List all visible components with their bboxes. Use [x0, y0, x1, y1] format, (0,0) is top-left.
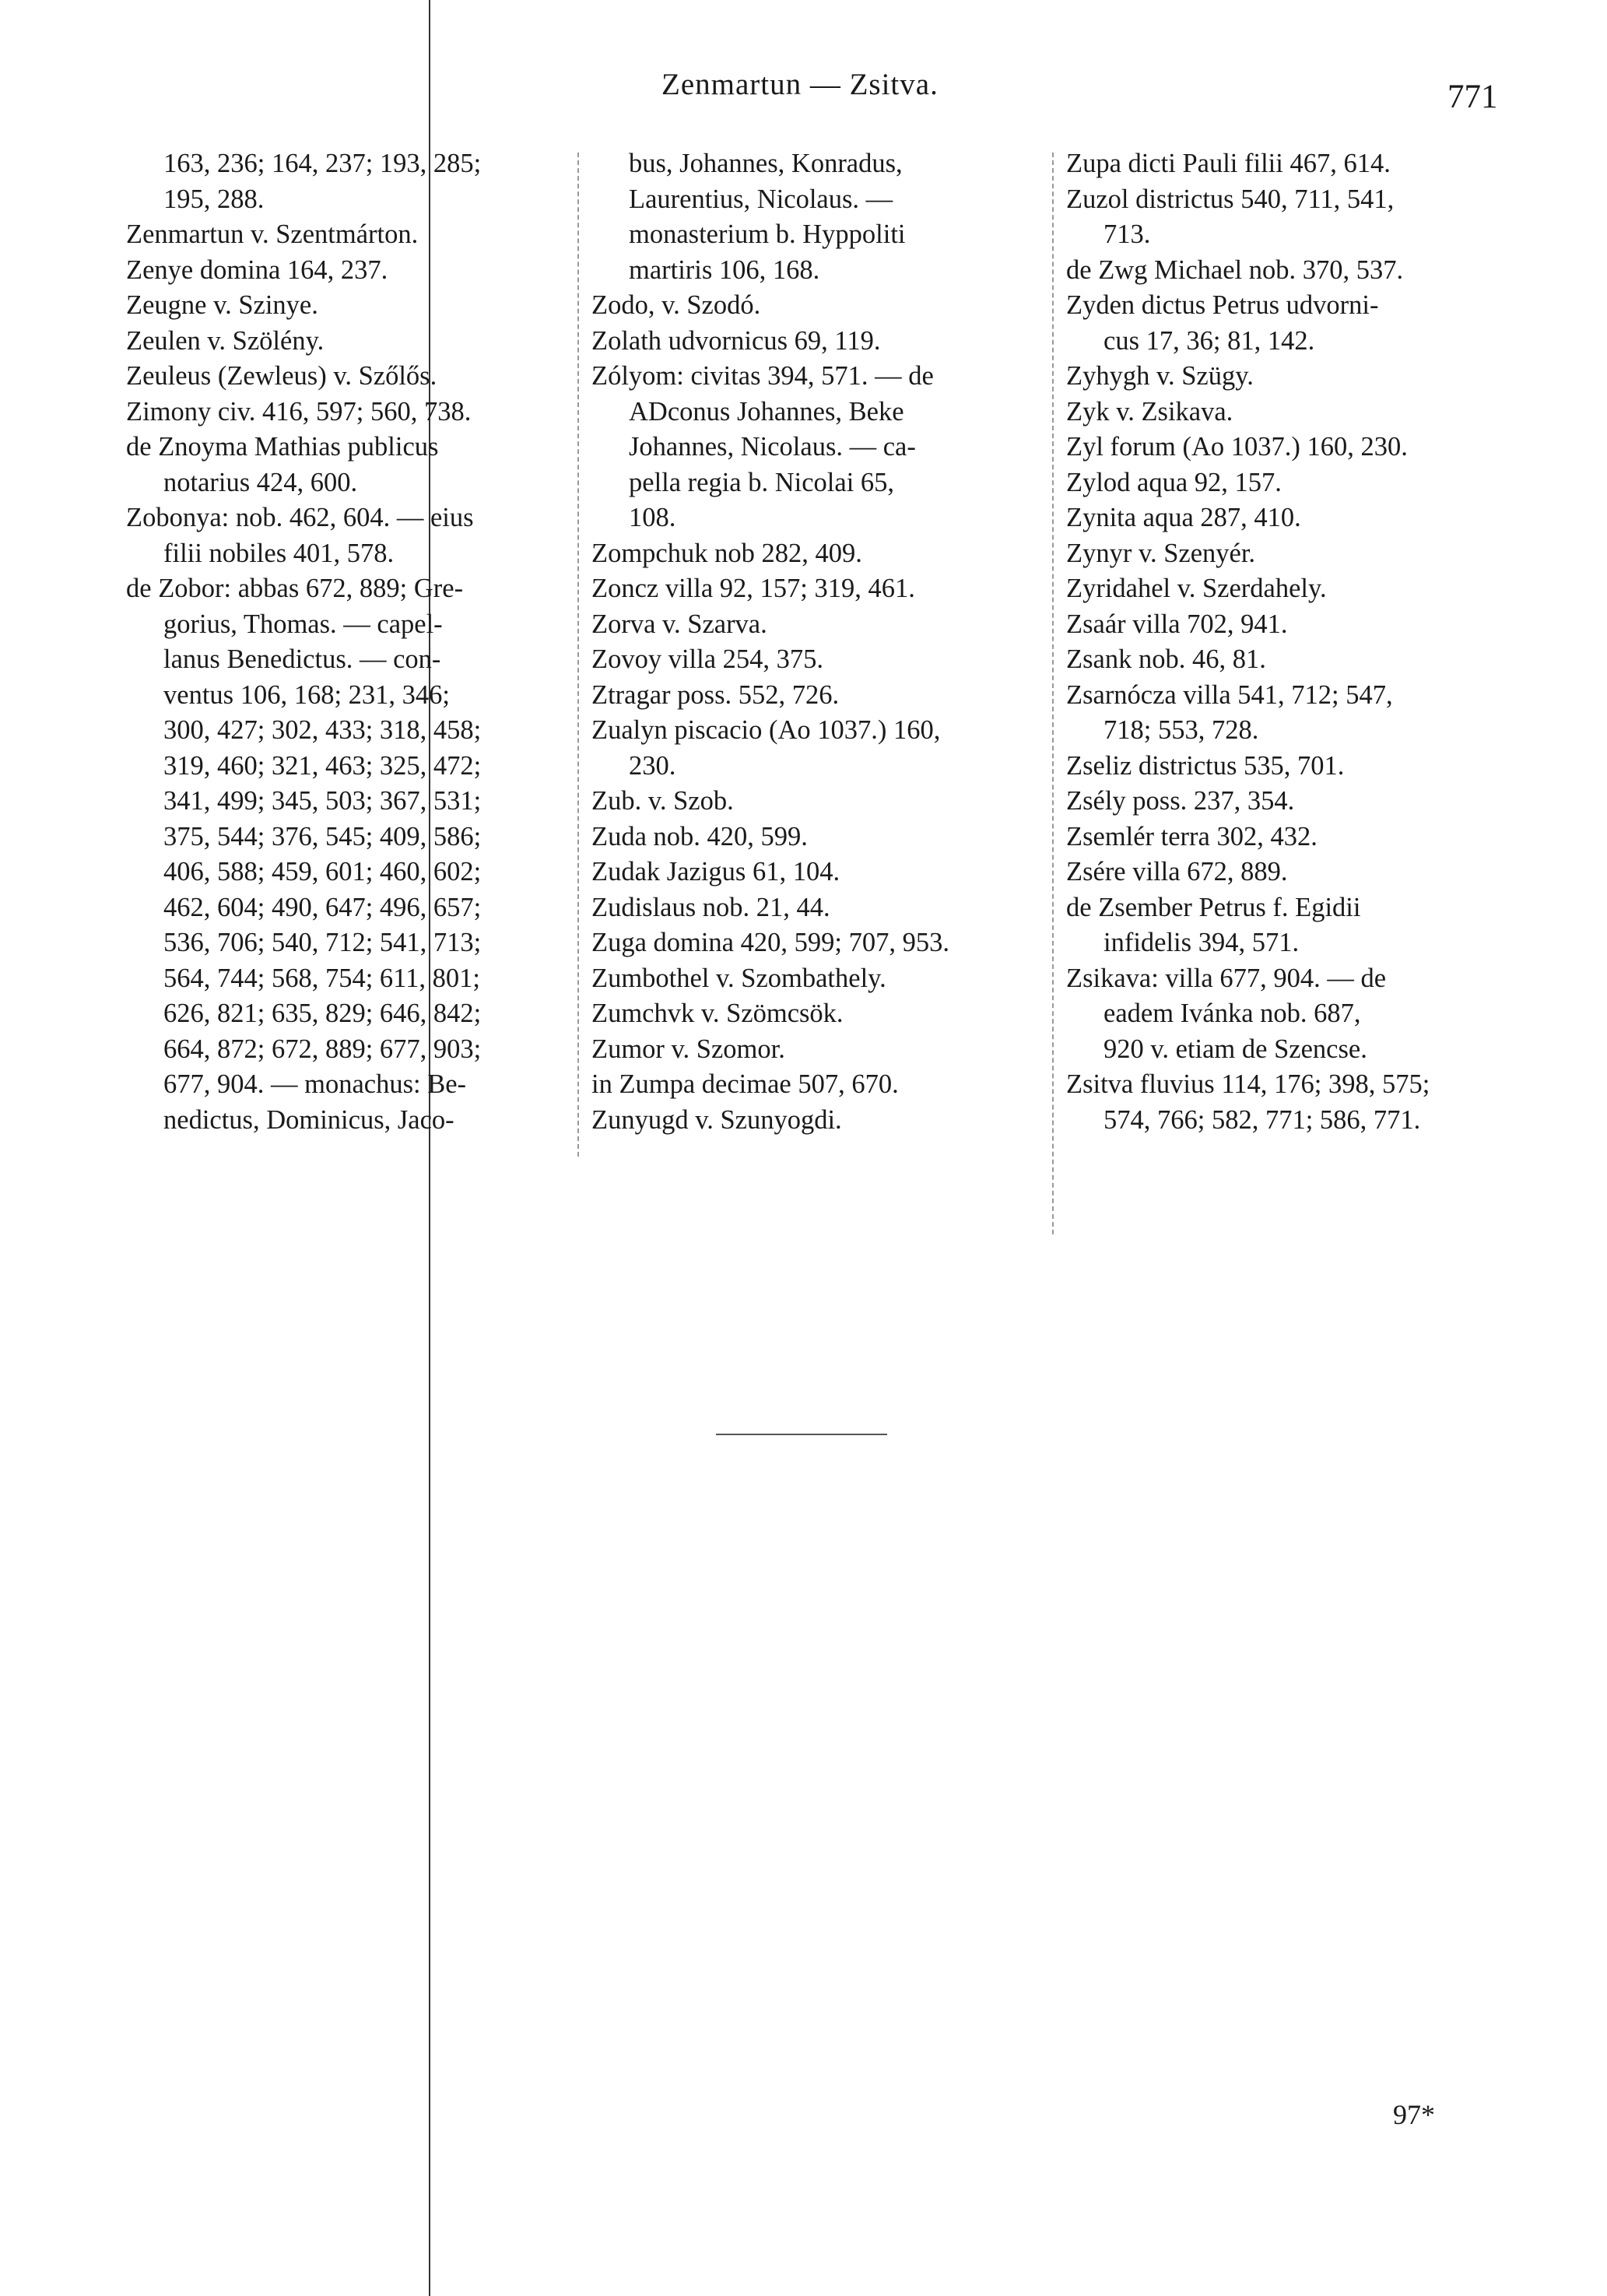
index-entry-continuation: 626, 821; 635, 829; 646, 842; [163, 999, 482, 1028]
index-entry-continuation: 536, 706; 540, 712; 541, 713; [163, 928, 482, 957]
index-entry-continuation: filii nobiles 401, 578. [163, 538, 395, 568]
index-entry-continuation: 406, 588; 459, 601; 460, 602; [163, 857, 482, 886]
index-entry: Zyl forum (Ao 1037.) 160, 230. [1066, 432, 1408, 462]
index-entry: de Zwg Michael nob. 370, 537. [1066, 255, 1404, 285]
index-entry: Zumbothel v. Szombathely. [591, 963, 886, 993]
index-entry: Zuga domina 420, 599; 707, 953. [591, 928, 949, 957]
index-entry-continuation: Laurentius, Nicolaus. — [629, 184, 893, 214]
index-entry: Zoncz villa 92, 157; 319, 461. [591, 574, 915, 603]
index-entry: Zobonya: nob. 462, 604. — eius [126, 503, 474, 532]
index-entry-continuation: 319, 460; 321, 463; 325, 472; [163, 750, 482, 781]
index-entry: de Zobor: abbas 672, 889; Gre- [126, 574, 464, 603]
index-column-2 [591, 146, 1035, 1138]
index-entry: Zovoy villa 254, 375. [591, 644, 824, 674]
index-entry-continuation: 108. [629, 503, 676, 532]
index-entry-continuation: 713. [1103, 219, 1151, 249]
index-entry-continuation: 574, 766; 582, 771; 586, 771. [1103, 1104, 1421, 1135]
signature-mark: 97* [1393, 2099, 1435, 2130]
index-entry: Zualyn piscacio (Ao 1037.) 160, [591, 715, 941, 745]
index-entry: Zynita aqua 287, 410. [1066, 503, 1301, 532]
index-entry: Zuda nob. 420, 599. [591, 821, 808, 851]
column-separator [1052, 153, 1054, 1234]
index-entry-continuation: 462, 604; 490, 647; 496, 657; [163, 892, 482, 922]
index-entry: de Znoyma Mathias publicus [126, 432, 439, 462]
index-entry-continuation: cus 17, 36; 81, 142. [1103, 325, 1315, 356]
index-entry: Zyden dictus Petrus udvorni- [1066, 290, 1379, 320]
index-entry-continuation: 230. [629, 750, 676, 781]
index-entry: Zenye domina 164, 237. [126, 255, 388, 285]
index-entry-continuation: 195, 288. [163, 184, 265, 214]
index-entry-continuation: 300, 427; 302, 433; 318, 458; [163, 715, 482, 745]
index-entry: Zorva v. Szarva. [591, 609, 767, 639]
index-entry: Zsikava: villa 677, 904. — de [1066, 963, 1387, 993]
index-entry-continuation: 163, 236; 164, 237; 193, 285; [163, 149, 482, 178]
index-entry-continuation: 664, 872; 672, 889; 677, 903; [163, 1034, 482, 1064]
index-entry: Zsaár villa 702, 941. [1066, 609, 1288, 639]
index-entry: de Zsember Petrus f. Egidii [1066, 892, 1361, 922]
index-entry: Zeuleus (Zewleus) v. Szőlős. [126, 361, 437, 391]
index-entry: Zimony civ. 416, 597; 560, 738. [126, 396, 472, 427]
index-entry-continuation: notarius 424, 600. [163, 467, 358, 497]
index-entry: Zenmartun v. Szentmárton. [126, 219, 419, 249]
index-entry-continuation: eadem Ivánka nob. 687, [1103, 999, 1361, 1028]
index-entry-continuation: gorius, Thomas. — capel- [163, 609, 443, 639]
index-entry: Zudak Jazigus 61, 104. [591, 857, 840, 886]
index-entry-continuation: Johannes, Nicolaus. — ca- [629, 432, 916, 462]
index-entry: Zyk v. Zsikava. [1066, 396, 1233, 427]
index-entry: Zolath udvornicus 69, 119. [591, 325, 881, 356]
index-entry-continuation: 718; 553, 728. [1103, 715, 1259, 745]
index-entry-continuation: ADconus Johannes, Beke [629, 396, 904, 427]
index-entry: Zsitva fluvius 114, 176; 398, 575; [1066, 1069, 1430, 1099]
index-entry: Zumor v. Szomor. [591, 1034, 785, 1064]
index-entry: Zsére villa 672, 889. [1066, 857, 1288, 886]
index-entry-continuation: 375, 544; 376, 545; 409, 586; [163, 821, 482, 851]
index-entry: Zsarnócza villa 541, 712; 547, [1066, 679, 1393, 710]
page-header [0, 56, 1607, 115]
index-entry: Zyhygh v. Szügy. [1066, 361, 1254, 391]
index-entry: Zólyom: civitas 394, 571. — de [591, 361, 934, 391]
index-entry: Zupa dicti Pauli filii 467, 614. [1066, 149, 1391, 178]
index-entry: Zompchuk nob 282, 409. [591, 538, 862, 568]
index-entry-continuation: 341, 499; 345, 503; 367, 531; [163, 786, 482, 816]
end-rule [716, 1434, 887, 1435]
index-entry: Zeulen v. Szölény. [126, 325, 325, 356]
index-entry-continuation: pella regia b. Nicolai 65, [629, 467, 895, 497]
index-entry-continuation: martiris 106, 168. [629, 255, 820, 285]
running-head: Zenmartun — Zsitva. [661, 68, 939, 101]
index-entry: in Zumpa decimae 507, 670. [591, 1069, 899, 1099]
index-entry: Zsank nob. 46, 81. [1066, 644, 1266, 674]
column-separator [577, 153, 579, 1157]
index-entry-continuation: nedictus, Dominicus, Jaco- [163, 1104, 454, 1135]
index-entry-continuation: lanus Benedictus. — con- [163, 644, 441, 674]
index-entry: Zylod aqua 92, 157. [1066, 467, 1282, 497]
index-entry: Zodo, v. Szodó. [591, 290, 761, 320]
index-column-3 [1066, 146, 1518, 1138]
index-entry: Zsély poss. 237, 354. [1066, 786, 1295, 816]
index-entry: Zsemlér terra 302, 432. [1066, 821, 1318, 851]
index-entry: Zudislaus nob. 21, 44. [591, 892, 830, 922]
index-entry: Zunyugd v. Szunyogdi. [591, 1104, 842, 1135]
index-entry-continuation: infidelis 394, 571. [1103, 928, 1300, 957]
index-entry-continuation: 564, 744; 568, 754; 611, 801; [163, 963, 480, 993]
index-entry-continuation: bus, Johannes, Konradus, [629, 149, 903, 178]
index-entry: Zumchvk v. Szömcsök. [591, 999, 844, 1028]
index-entry: Zseliz districtus 535, 701. [1066, 750, 1345, 781]
index-entry-continuation: 920 v. etiam de Szencse. [1103, 1034, 1367, 1064]
index-entry: Zeugne v. Szinye. [126, 290, 318, 320]
index-entry-continuation: 677, 904. — monachus: Be- [163, 1069, 467, 1099]
index-column-1 [126, 146, 556, 1138]
index-entry: Zub. v. Szob. [591, 786, 734, 816]
index-entry: Zyridahel v. Szerdahely. [1066, 574, 1327, 603]
page-number: 771 [1447, 79, 1498, 115]
index-entry-continuation: monasterium b. Hyppoliti [629, 219, 906, 249]
index-entry: Zynyr v. Szenyér. [1066, 538, 1256, 568]
index-entry: Zuzol districtus 540, 711, 541, [1066, 184, 1395, 214]
index-entry: Ztragar poss. 552, 726. [591, 679, 840, 710]
index-entry-continuation: ventus 106, 168; 231, 346; [163, 679, 450, 710]
